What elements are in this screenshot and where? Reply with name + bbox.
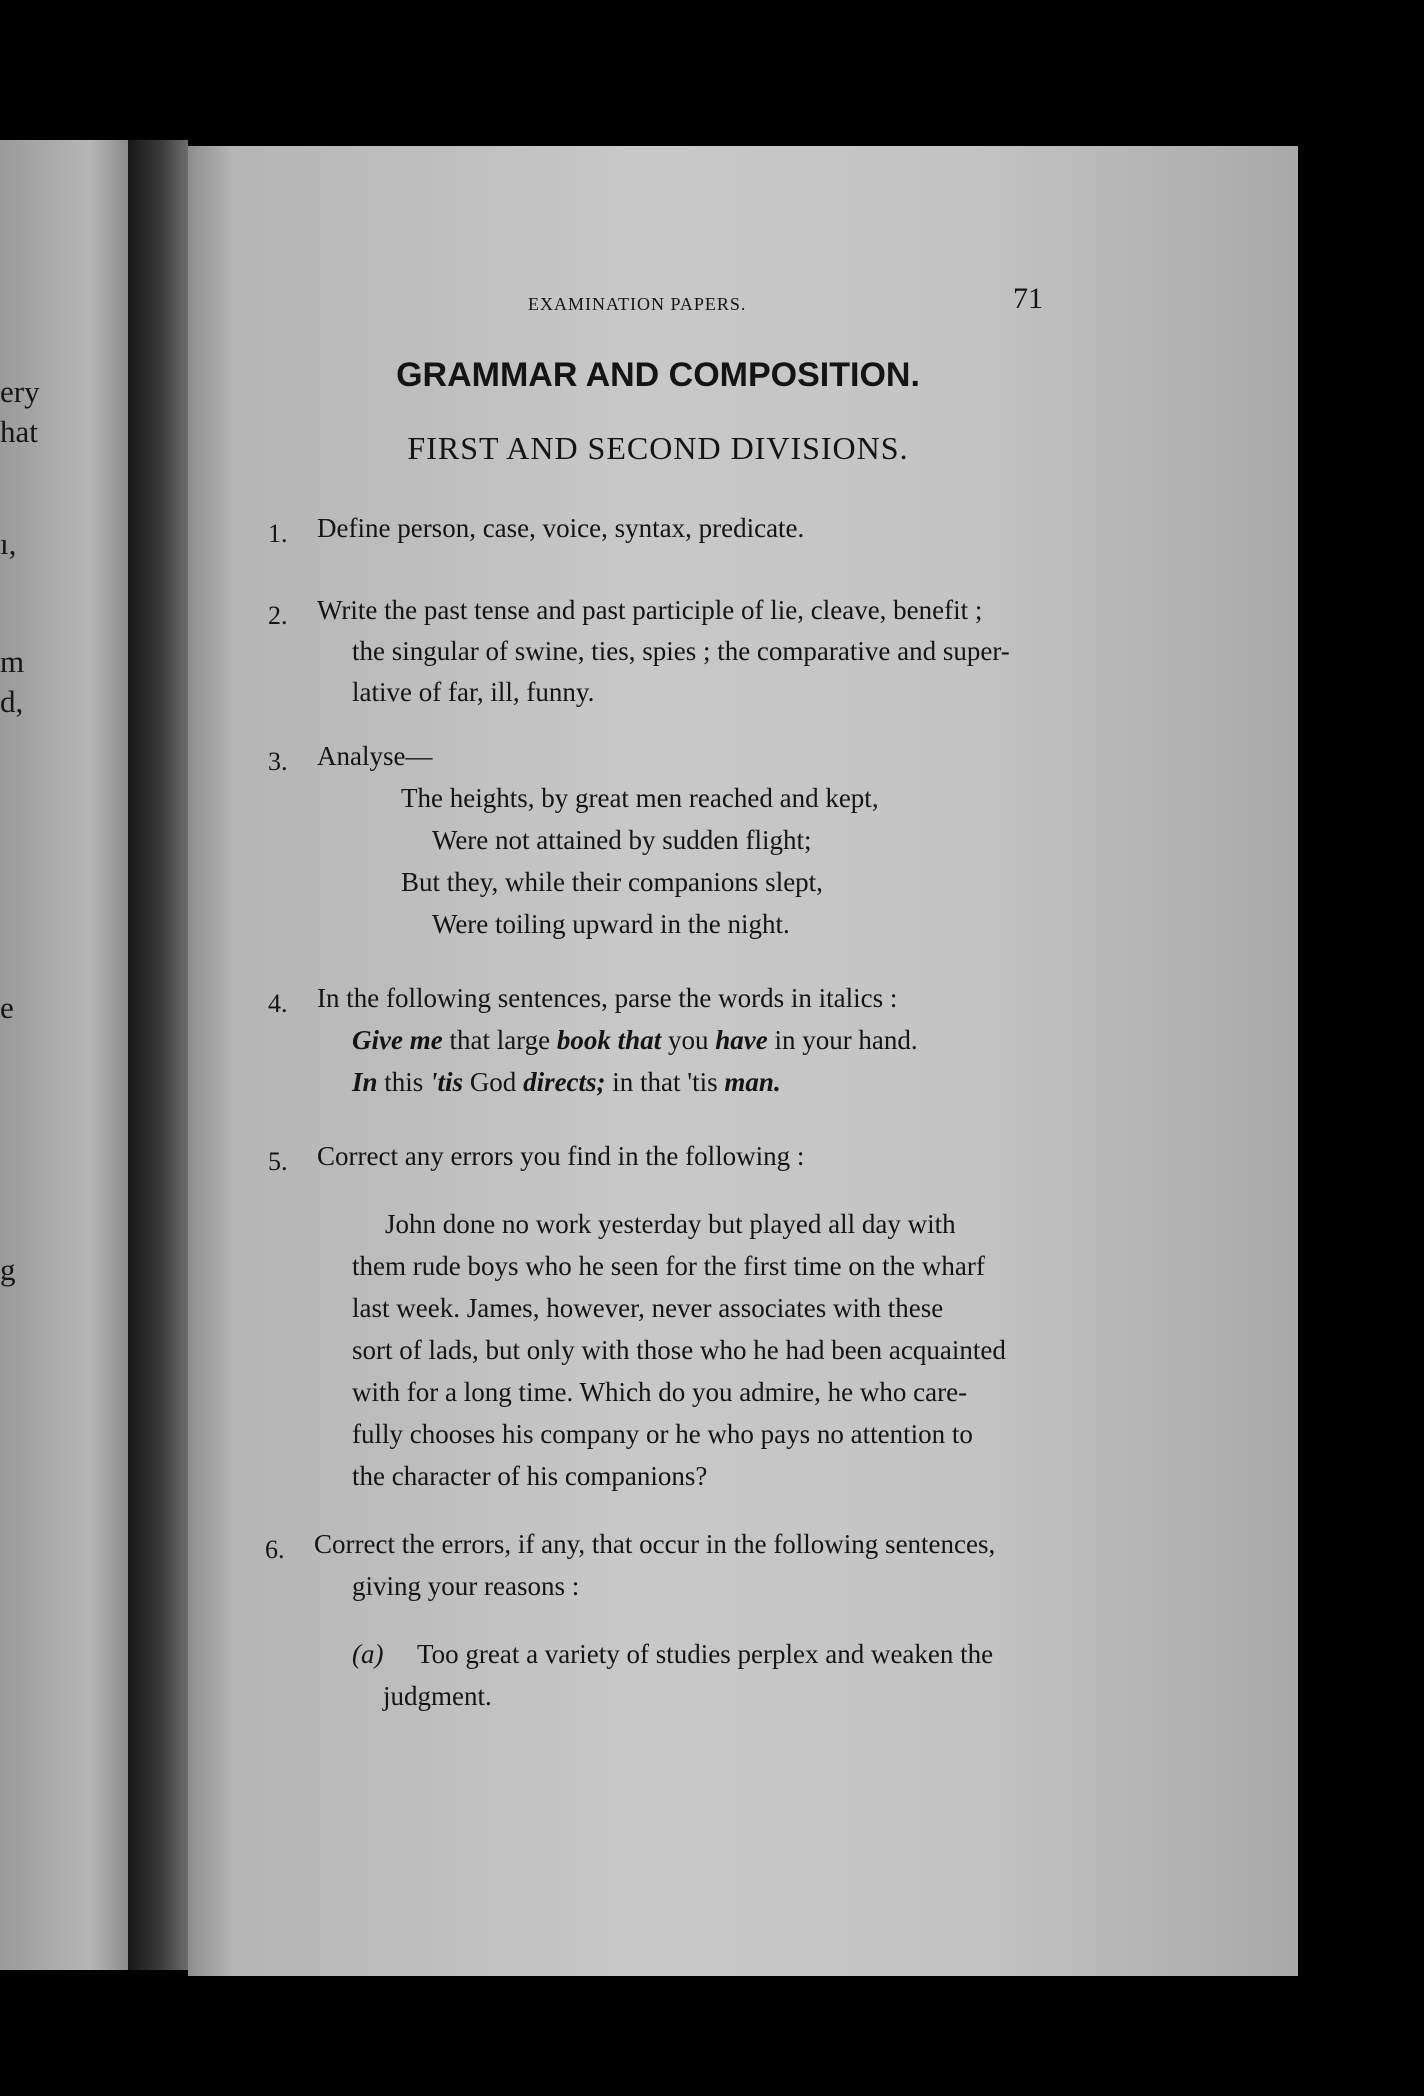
question-text: Correct the errors, if any, that occur in the following sentences,: [314, 1529, 996, 1559]
question-text: Correct any errors you find in the following :: [317, 1141, 805, 1171]
sub-question-text: Too great a variety of studies perplex and weaken the: [417, 1639, 994, 1669]
left-page-fragment: m: [0, 644, 25, 679]
document-page: [188, 146, 1298, 1976]
passage-line: fully chooses his company or he who pays no attention to: [352, 1419, 973, 1449]
passage-line: the character of his companions?: [352, 1461, 708, 1491]
question-text: In the following sentences, parse the words in italics :: [317, 983, 898, 1013]
italic-word: book that: [556, 1025, 662, 1055]
left-page-fragment: e: [0, 990, 14, 1025]
left-page-fragment: ı,: [0, 526, 17, 561]
sub-question-label: (a): [352, 1639, 384, 1669]
question-text: Write the past tense and past participle of lie, cleave, benefit ;: [317, 595, 983, 625]
question-number: 6.: [265, 1535, 285, 1564]
passage-line: John done no work yesterday but played all day with: [385, 1209, 956, 1239]
left-facing-page: [0, 140, 128, 1970]
poem-line: Were toiling upward in the night.: [432, 909, 790, 939]
passage-line: them rude boys who he seen for the first time on the wharf: [352, 1251, 985, 1281]
left-page-fragment: ery: [0, 374, 40, 409]
question-number: 4.: [268, 989, 288, 1018]
passage-line: sort of lads, but only with those who he had been acquainted: [352, 1335, 1006, 1365]
italic-word: have: [715, 1025, 768, 1055]
question-text: the singular of swine, ties, spies ; the comparative and super-: [352, 636, 1010, 666]
question-number: 2.: [268, 601, 288, 630]
passage-line: with for a long time. Which do you admire, he who care-: [352, 1377, 968, 1407]
left-page-fragment: hat: [0, 414, 38, 449]
section-title: GRAMMAR AND COMPOSITION.: [396, 356, 920, 394]
question-number: 1.: [268, 519, 288, 548]
poem-line: Were not attained by sudden flight;: [432, 825, 812, 855]
question-text: Define person, case, voice, syntax, predicate.: [317, 513, 805, 543]
poem-line: But they, while their companions slept,: [401, 867, 823, 897]
example-sentence: In this 'tis God directs; in that 'tis man.: [352, 1067, 781, 1097]
book-spine: [128, 140, 188, 1970]
question-text: lative of far, ill, funny.: [352, 677, 595, 707]
left-page-fragment: d,: [0, 684, 24, 719]
italic-word: directs;: [523, 1067, 606, 1097]
page-number: 71: [1013, 282, 1043, 315]
poem-line: The heights, by great men reached and kept,: [401, 783, 879, 813]
italic-word: In: [352, 1067, 378, 1097]
running-head: EXAMINATION PAPERS.: [528, 294, 747, 314]
example-sentence: Give me that large book that you have in your hand.: [352, 1025, 918, 1055]
section-subtitle: FIRST AND SECOND DIVISIONS.: [407, 430, 909, 466]
question-text: Analyse—: [317, 741, 433, 771]
question-number: 5.: [268, 1147, 288, 1176]
question-number: 3.: [268, 747, 288, 776]
italic-word: 'tis: [430, 1067, 464, 1097]
sub-question-text: judgment.: [383, 1681, 492, 1711]
question-text: giving your reasons :: [352, 1571, 580, 1601]
left-page-fragment: g: [0, 1252, 16, 1287]
italic-word: Give me: [352, 1025, 443, 1055]
italic-word: man.: [724, 1067, 781, 1097]
passage-line: last week. James, however, never associates with these: [352, 1293, 944, 1323]
